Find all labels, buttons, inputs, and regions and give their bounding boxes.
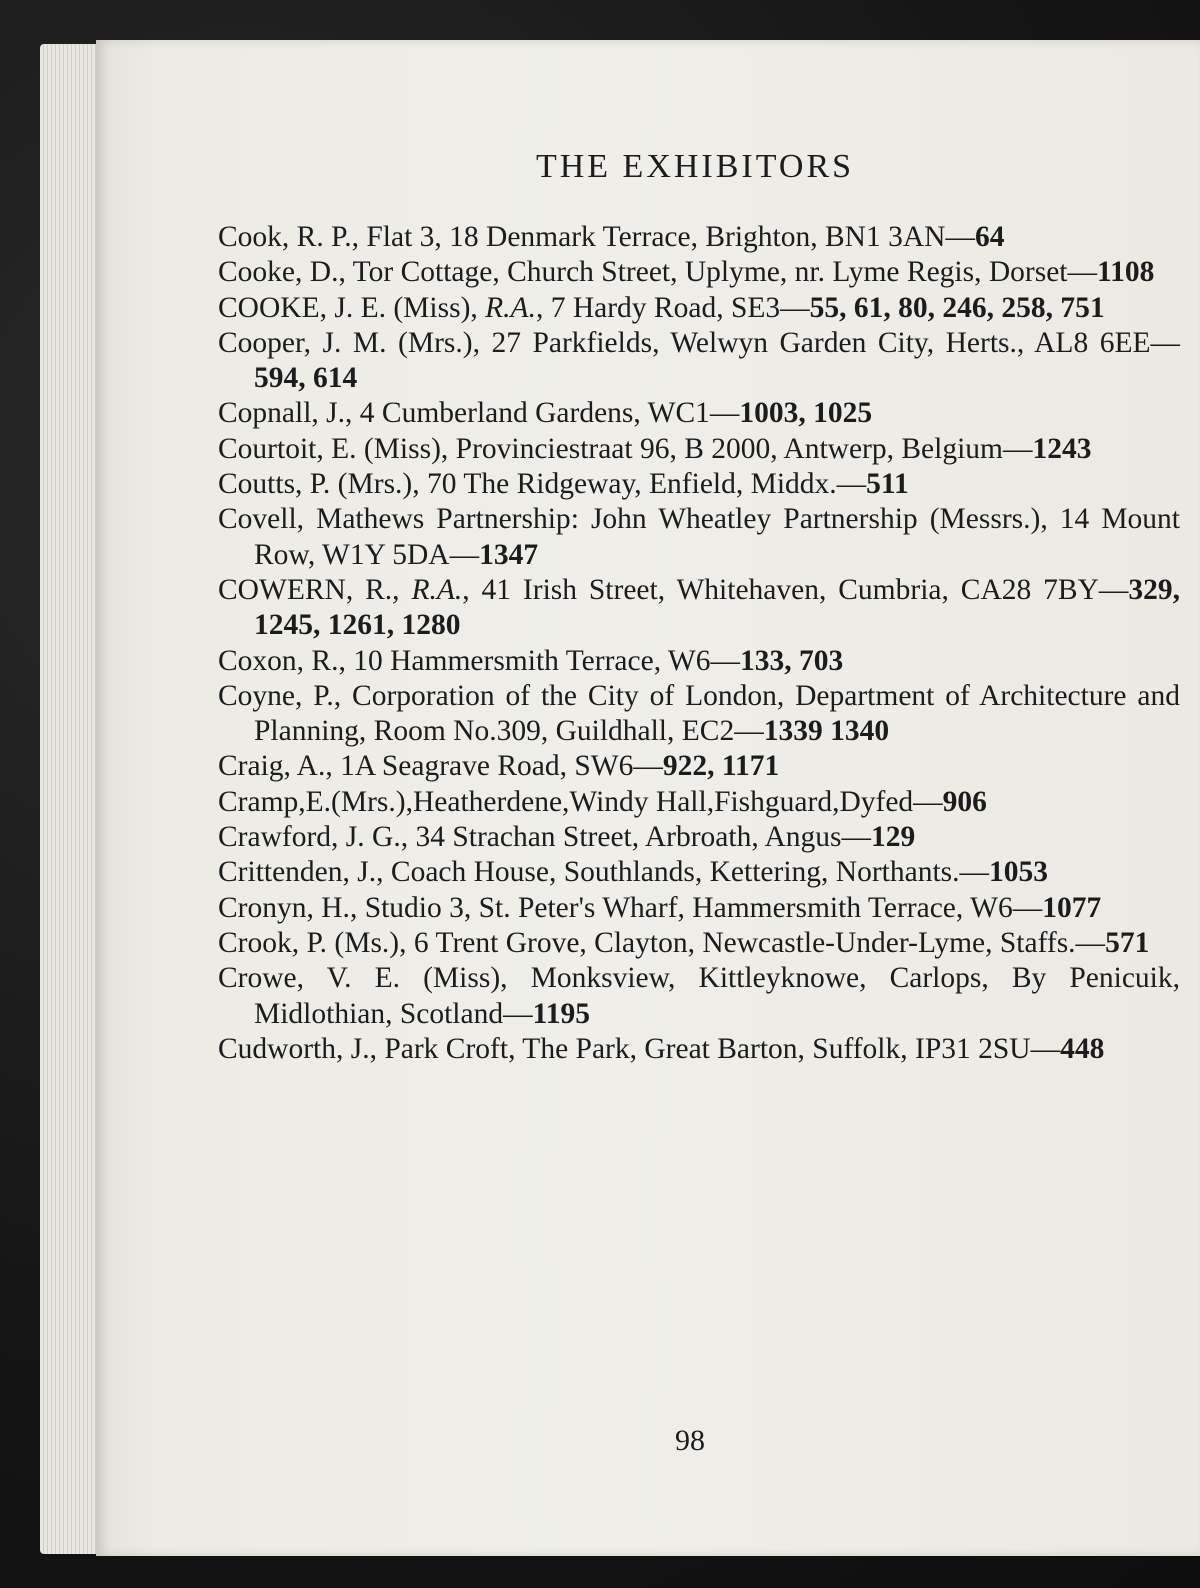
catalogue-numbers: 64 [974,221,1005,253]
exhibitor-name: Copnall, J. [218,397,346,430]
exhibitor-name: Coyne, P. [218,679,334,712]
exhibitor-entry [218,396,1180,431]
exhibitor-name: Covell, Mathews Partnership [218,503,571,536]
exhibitor-name: Crook, P. (Ms.) [218,926,400,959]
page-title: THE EXHIBITORS [535,148,855,185]
catalogue-numbers: 906 [942,785,987,818]
exhibitor-address: , 10 Hammersmith Terrace, W6— [338,644,741,677]
exhibitor-entry [218,573,1180,644]
page-number: 98 [675,1424,705,1457]
exhibitor-address: , 41 Irish Street, Whitehaven, Cumbria, CA28 7BY— [462,573,1129,606]
catalogue-numbers: 133, 703 [740,644,844,677]
exhibitor-entry [218,255,1180,290]
exhibitor-entry [218,467,1180,502]
catalogue-numbers: 1195 [532,997,590,1030]
catalogue-numbers: 55, 61, 80, 246, 258, 751 [809,291,1105,324]
exhibitor-address: : John Wheatley Partnership (Messrs.), 14 Mount Row, W1Y 5DA— [254,503,1180,571]
exhibitor-entry [218,926,1180,961]
catalogue-numbers: 1347 [479,538,539,571]
exhibitor-honour: R.A. [411,573,463,606]
exhibitor-address: , Corporation of the City of London, Department of Architecture and Planning, Room No.309, Guildhall, EC2— [254,679,1180,748]
exhibitor-name: Cramp,E.(Mrs.) [218,785,406,818]
catalogue-numbers: 1339 1340 [763,715,890,748]
exhibitor-entry [218,785,1180,820]
exhibitor-entry [218,891,1180,926]
exhibitor-entry [218,1032,1180,1067]
exhibitor-address: , Monksview, Kittleyknowe, Carlops, By Penicuik, Midlothian, Scotland— [254,962,1180,1030]
catalogue-numbers: 1077 [1042,891,1102,924]
exhibitor-name: COOKE, J. E. (Miss), [218,291,486,324]
catalogue-numbers: 448 [1060,1032,1105,1065]
exhibitor-name: Cudworth, J. [218,1032,370,1065]
exhibitor-address: , Tor Cottage, Church Street, Uplyme, nr. Lyme Regis, Dorset— [338,256,1097,289]
catalogue-numbers: 922, 1171 [662,750,780,783]
exhibitor-address: , 70 The Ridgeway, Enfield, Middx.— [412,468,867,501]
exhibitor-address: , 7 Hardy Road, SE3— [535,291,810,324]
exhibitor-name: Coxon, R. [218,644,339,677]
exhibitor-entry [218,644,1180,679]
exhibitor-address: , Coach House, Southlands, Kettering, Northants.— [376,856,990,889]
catalogue-numbers: 1053 [989,856,1049,889]
exhibitor-address: , 4 Cumberland Gardens, WC1— [345,397,740,430]
exhibitor-honour: R.A. [485,291,536,324]
exhibitor-name: Crowe, V. E. (Miss) [218,962,501,995]
catalogue-numbers: 511 [866,468,909,501]
exhibitor-name: Crawford, J. G. [218,821,401,854]
exhibitor-name: Craig, A. [218,750,326,783]
exhibitor-entry [218,749,1180,784]
exhibitor-name: Courtoit, E. (Miss) [218,432,441,465]
catalogue-numbers: 1243 [1032,432,1092,465]
book-page-edges [40,44,104,1554]
exhibitor-name: Coutts, P. (Mrs.) [218,468,413,501]
exhibitor-entry [218,220,1180,255]
exhibitor-address: , 1A Seagrave Road, SW6— [325,750,663,783]
exhibitor-address: , Flat 3, 18 Denmark Terrace, Brighton, BN1 3AN— [351,221,975,253]
exhibitor-entry [218,502,1180,573]
exhibitor-address: , Park Croft, The Park, Great Barton, Suffolk, IP31 2SU— [369,1032,1061,1065]
exhibitor-entry [218,326,1180,397]
exhibitor-address: ,Heatherdene,Windy Hall,Fishguard,Dyfed— [405,785,943,818]
exhibitor-entry [218,961,1180,1032]
catalogue-numbers: 329, 1245, 1261, 1280 [254,573,1181,642]
catalogue-numbers: 594, 614 [254,362,358,395]
exhibitor-address: , Studio 3, St. Peter's Wharf, Hammersmith Terrace, W6— [349,891,1043,924]
exhibitor-address: , 27 Parkfields, Welwyn Garden City, Herts., AL8 6EE— [472,326,1180,359]
exhibitor-address: , Provinciestraat 96, B 2000, Antwerp, Belgium— [440,432,1033,465]
exhibitor-address: , 6 Trent Grove, Clayton, Newcastle-Under-Lyme, Staffs.— [399,926,1106,959]
exhibitor-name: COWERN, R., [218,573,412,606]
exhibitor-address: , 34 Strachan Street, Arbroath, Angus— [400,821,872,854]
catalogue-numbers: 129 [871,821,916,854]
exhibitor-entry [218,820,1180,855]
exhibitor-entry [218,291,1180,326]
exhibitor-name: Cook, R. P. [218,221,352,253]
exhibitor-name: Cooper, J. M. (Mrs.) [218,326,473,359]
catalogue-numbers: 1003, 1025 [739,397,873,430]
exhibitor-entry [218,855,1180,890]
exhibitor-entry [218,679,1180,750]
exhibitor-entry [218,432,1180,467]
catalogue-numbers: 571 [1105,926,1150,959]
exhibitor-name: Cooke, D. [218,256,339,289]
exhibitor-list [218,220,1180,1067]
exhibitor-name: Cronyn, H. [218,891,350,924]
catalogue-numbers: 1108 [1097,256,1155,289]
exhibitor-name: Crittenden, J. [218,856,377,889]
